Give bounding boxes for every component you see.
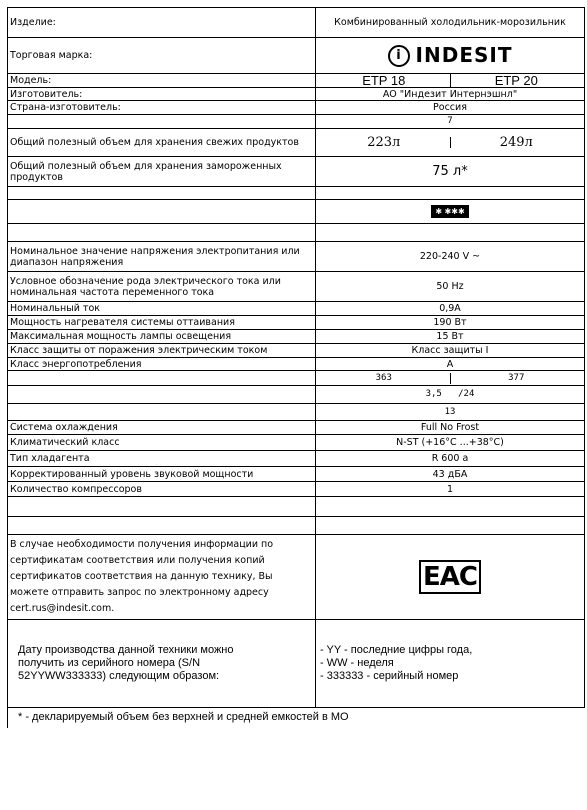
row-storage <box>8 386 585 404</box>
label-model: Модель: <box>8 74 316 88</box>
row-brand <box>8 38 585 74</box>
label-refrigerant: Тип хладагента <box>8 451 316 467</box>
row-thirteen <box>8 404 585 421</box>
row-current-type <box>8 272 585 302</box>
value-thirteen: 13 <box>316 404 585 421</box>
energy-value-b: 377 <box>450 373 583 384</box>
value-frozen-volume: 75 л* <box>316 157 585 187</box>
row-empty-1 <box>8 187 585 200</box>
fresh-volume-b: 249л <box>450 137 583 148</box>
row-frozen-volume <box>8 157 585 187</box>
row-stars <box>8 200 585 224</box>
label-noise: Корректированный уровень звуковой мощности <box>8 467 316 482</box>
value-defrost-power: 190 Вт <box>316 316 585 330</box>
model-b: ETP 20 <box>450 74 583 87</box>
label-climate: Климатический класс <box>8 435 316 451</box>
row-footnote <box>8 708 585 728</box>
row-protection <box>8 344 585 358</box>
value-compressors: 1 <box>316 482 585 497</box>
row-climate <box>8 435 585 451</box>
production-date-items <box>316 620 585 708</box>
label-defrost-power: Мощность нагревателя системы оттаивания <box>8 316 316 330</box>
value-refrigerant: R 600 a <box>316 451 585 467</box>
brand-logo-text: INDESIT <box>415 43 513 67</box>
label-protection: Класс защиты от поражения электрическим током <box>8 344 316 358</box>
label-lamp-power: Максимальная мощность лампы освещения <box>8 330 316 344</box>
row-voltage <box>8 242 585 272</box>
value-rated-current: 0,9А <box>316 302 585 316</box>
storage-value-b: /24 <box>458 389 475 399</box>
label-cooling: Система охлаждения <box>8 421 316 435</box>
row-seven <box>8 115 585 129</box>
value-product: Комбинированный холодильник-морозильник <box>316 8 585 38</box>
production-date-item: - WW - неделя <box>320 657 394 669</box>
value-lamp-power: 15 Вт <box>316 330 585 344</box>
row-fresh-volume <box>8 129 585 157</box>
label-product: Изделие: <box>8 8 316 38</box>
value-country: Россия <box>316 101 585 115</box>
row-empty-2 <box>8 224 585 242</box>
row-energy-class <box>8 358 585 371</box>
spec-sheet <box>7 7 585 728</box>
label-country: Страна-изготовитель: <box>8 101 316 115</box>
brand-logo <box>316 38 585 74</box>
label-fresh-volume: Общий полезный объем для хранения свежих продуктов <box>8 129 316 157</box>
row-production-date <box>8 620 585 708</box>
value-noise: 43 дБА <box>316 467 585 482</box>
label-voltage: Номинальное значение напряжения электропитания или диапазон напряжения <box>8 242 316 272</box>
label-frozen-volume: Общий полезный объем для хранения замороженных продуктов <box>8 157 316 187</box>
row-cooling <box>8 421 585 435</box>
label-production-date: Дату производства данной техники можно получить из серийного номера (S/N 52YYWW333333) следующим образом: <box>8 620 316 708</box>
indesit-logo-icon: i <box>388 45 410 67</box>
storage-value-a: 3,5 <box>425 389 442 399</box>
row-model <box>8 74 585 88</box>
value-manufacturer: АО "Индезит Интернэшнл" <box>316 88 585 101</box>
production-date-item: - YY - последние цифры года, <box>320 644 473 656</box>
label-certificate: В случае необходимости получения информации по сертификатам соответствия или получения копий сертификатов соответствия на данную технику, Вы можете отправить запрос по электронному адресу cert.rus@indesit.com. <box>8 535 316 620</box>
row-manufacturer <box>8 88 585 101</box>
model-a: ETP 18 <box>362 73 406 88</box>
row-empty-4 <box>8 517 585 535</box>
row-empty-3 <box>8 497 585 517</box>
eac-mark-icon: EAC <box>419 560 481 594</box>
spec-table <box>7 7 585 728</box>
row-certificate <box>8 535 585 620</box>
row-compressors <box>8 482 585 497</box>
value-climate: N-ST (+16°С ...+38°С) <box>316 435 585 451</box>
freezer-stars-icon: ✱ ✱✱✱ <box>431 205 468 218</box>
value-cooling: Full No Frost <box>316 421 585 435</box>
row-noise <box>8 467 585 482</box>
value-protection: Класс защиты I <box>316 344 585 358</box>
value-seven: 7 <box>316 115 585 129</box>
value-energy-class: A <box>316 358 585 371</box>
label-manufacturer: Изготовитель: <box>8 88 316 101</box>
footnote: * - декларируемый объем без верхней и средней емкостей в МО <box>8 708 585 728</box>
row-country <box>8 101 585 115</box>
row-lamp-power <box>8 330 585 344</box>
label-brand: Торговая марка: <box>8 38 316 74</box>
value-voltage: 220-240 V ~ <box>316 242 585 272</box>
energy-value-a: 363 <box>375 372 392 383</box>
fresh-volume-a: 223л <box>367 135 401 150</box>
row-defrost-power <box>8 316 585 330</box>
row-product <box>8 8 585 38</box>
label-compressors: Количество компрессоров <box>8 482 316 497</box>
row-rated-current <box>8 302 585 316</box>
production-date-item: - 333333 - серийный номер <box>320 670 459 682</box>
row-energy-values <box>8 371 585 386</box>
value-current-type: 50 Hz <box>316 272 585 302</box>
row-refrigerant <box>8 451 585 467</box>
label-current-type: Условное обозначение рода электрического тока или номинальная частота переменного тока <box>8 272 316 302</box>
label-energy-class: Класс энергопотребления <box>8 358 316 371</box>
label-rated-current: Номинальный ток <box>8 302 316 316</box>
